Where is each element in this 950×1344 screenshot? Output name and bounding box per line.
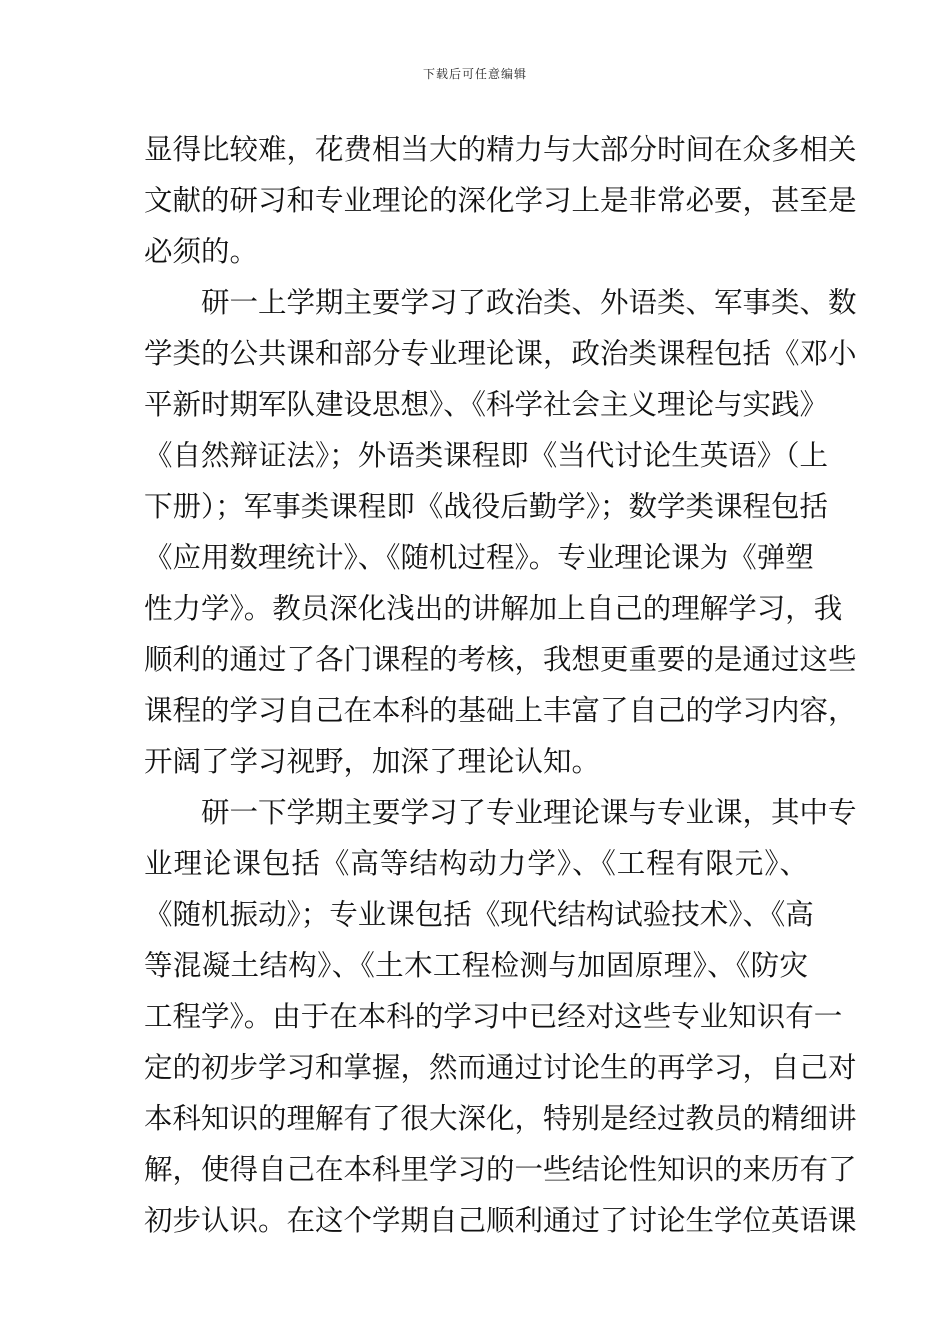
text-line: 工程学》。由于在本科的学习中已经对这些专业知识有一 <box>144 1000 843 1033</box>
text-line: 《自然辩证法》；外语类课程即《当代讨论生英语》（上 <box>144 439 829 472</box>
text-line: 课程的学习自己在本科的基础上丰富了自己的学习内容， <box>144 694 857 727</box>
page-header-note: 下载后可任意编辑 <box>422 67 527 81</box>
paragraph <box>144 277 857 787</box>
text-line: 《随机振动》；专业课包括《现代结构试验技术》、《高 <box>144 898 814 931</box>
text-line: 初步认识。在这个学期自己顺利通过了讨论生学位英语课 <box>144 1204 857 1237</box>
document-body <box>144 124 857 1246</box>
text-line: 定的初步学习和掌握，然而通过讨论生的再学习，自己对 <box>144 1051 857 1084</box>
text-line: 开阔了学习视野，加深了理论认知。 <box>144 745 601 778</box>
text-line: 《应用数理统计》、《随机过程》。专业理论课为《弹塑 <box>144 541 814 574</box>
text-line: 等混凝土结构》、《土木工程检测与加固原理》、《防灾 <box>144 949 808 982</box>
text-line: 业理论课包括《高等结构动力学》、《工程有限元》、 <box>144 847 808 880</box>
text-line: 必须的。 <box>144 235 259 268</box>
paragraph <box>144 124 857 277</box>
text-line: 研一下学期主要学习了专业理论课与专业课，其中专 <box>201 796 857 829</box>
text-line: 平新时期军队建设思想》、《科学社会主义理论与实践》 <box>144 388 829 421</box>
paragraph <box>144 787 857 1246</box>
text-line: 研一上学期主要学习了政治类、外语类、军事类、数 <box>201 286 857 319</box>
text-line: 学类的公共课和部分专业理论课，政治类课程包括《邓小 <box>144 337 857 370</box>
text-line: 下册）；军事类课程即《战役后勤学》；数学类课程包括 <box>144 490 829 523</box>
text-line: 解，使得自己在本科里学习的一些结论性知识的来历有了 <box>144 1153 857 1186</box>
text-line: 文献的研习和专业理论的深化学习上是非常必要，甚至是 <box>144 184 857 217</box>
text-line: 显得比较难，花费相当大的精力与大部分时间在众多相关 <box>144 133 857 166</box>
text-line: 性力学》。教员深化浅出的讲解加上自己的理解学习，我 <box>144 592 843 625</box>
text-line: 顺利的通过了各门课程的考核，我想更重要的是通过这些 <box>144 643 857 676</box>
text-line: 本科知识的理解有了很大深化，特别是经过教员的精细讲 <box>144 1102 857 1135</box>
